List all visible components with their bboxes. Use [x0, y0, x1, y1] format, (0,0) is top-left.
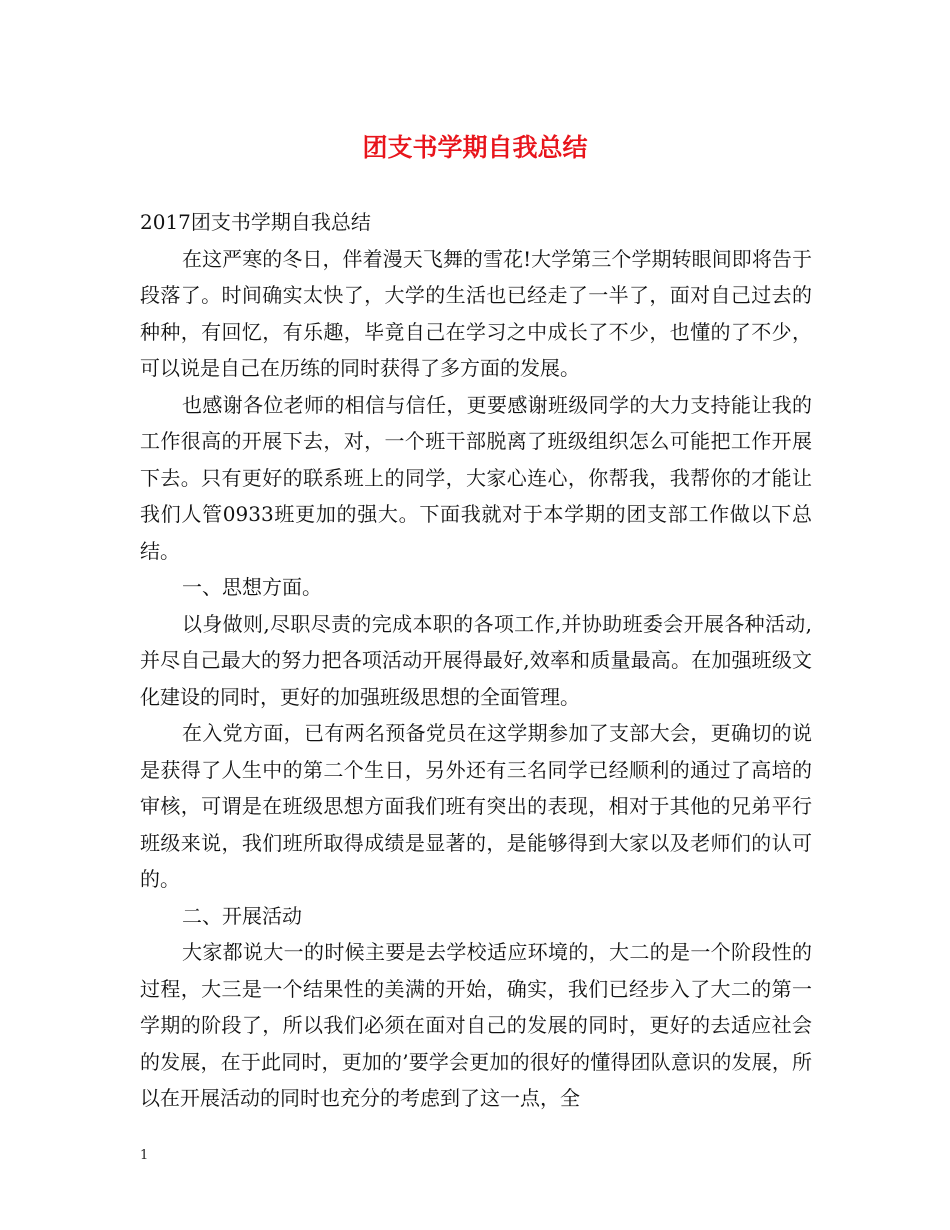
document-title: 团支书学期自我总结 — [362, 133, 588, 162]
section-heading-activities: 二、开展活动 — [182, 903, 302, 928]
document-body — [140, 204, 812, 1117]
document-subtitle: 2017团支书学期自我总结 — [140, 210, 371, 234]
paragraph-party: 在入党方面，已有两名预备党员在这学期参加了支部大会，更确切的说是获得了人生中的第二个生日，另外还有三名同学已经顺利的通过了高培的审核，可谓是在班级思想方面我们班有突出的表现，相对于其他的兄弟平行班级来说，我们班所取得成绩是显著的，是能够得到大家以及老师们的认可的。 — [140, 721, 812, 891]
paragraph-thanks: 也感谢各位老师的相信与信任，更要感谢班级同学的大力支持能让我的工作很高的开展下去，对，一个班干部脱离了班级组织怎么可能把工作开展下去。只有更好的联系班上的同学，大家心连心，你帮我，我帮你的才能让我们人管0933班更加的强大。下面我就对于本学期的团支部工作做以下总结。 — [140, 392, 812, 563]
section-heading-ideology: 一、思想方面。 — [182, 575, 322, 599]
paragraph-ideology: 以身做则,尽职尽责的完成本职的各项工作,并协助班委会开展各种活动,并尽自己最大的努力把各项活动开展得最好,效率和质量最高。在加强班级文化建设的同时，更好的加强班级思想的全面管理。 — [140, 611, 812, 709]
page-number: 1 — [140, 1148, 149, 1163]
paragraph-activities: 大家都说大一的时候主要是去学校适应环境的，大二的是一个阶段性的过程，大三是一个结果性的美满的开始，确实，我们已经步入了大二的第一学期的阶段了，所以我们必须在面对自己的发展的同时，更好的去适应社会的发展，在于此同时，更加的’要学会更加的很好的懂得团队意识的发展，所以在开展活动的同时也充分的考虑到了这一点，全 — [140, 940, 812, 1110]
paragraph-intro: 在这严寒的冬日，伴着漫天飞舞的雪花!大学第三个学期转眼间即将告于段落了。时间确实太快了，大学的生活也已经走了一半了，面对自己过去的种种，有回忆，有乐趣，毕竟自己在学习之中成长了不少，也懂的了不少，可以说是自己在历练的同时获得了多方面的发展。 — [140, 246, 812, 380]
